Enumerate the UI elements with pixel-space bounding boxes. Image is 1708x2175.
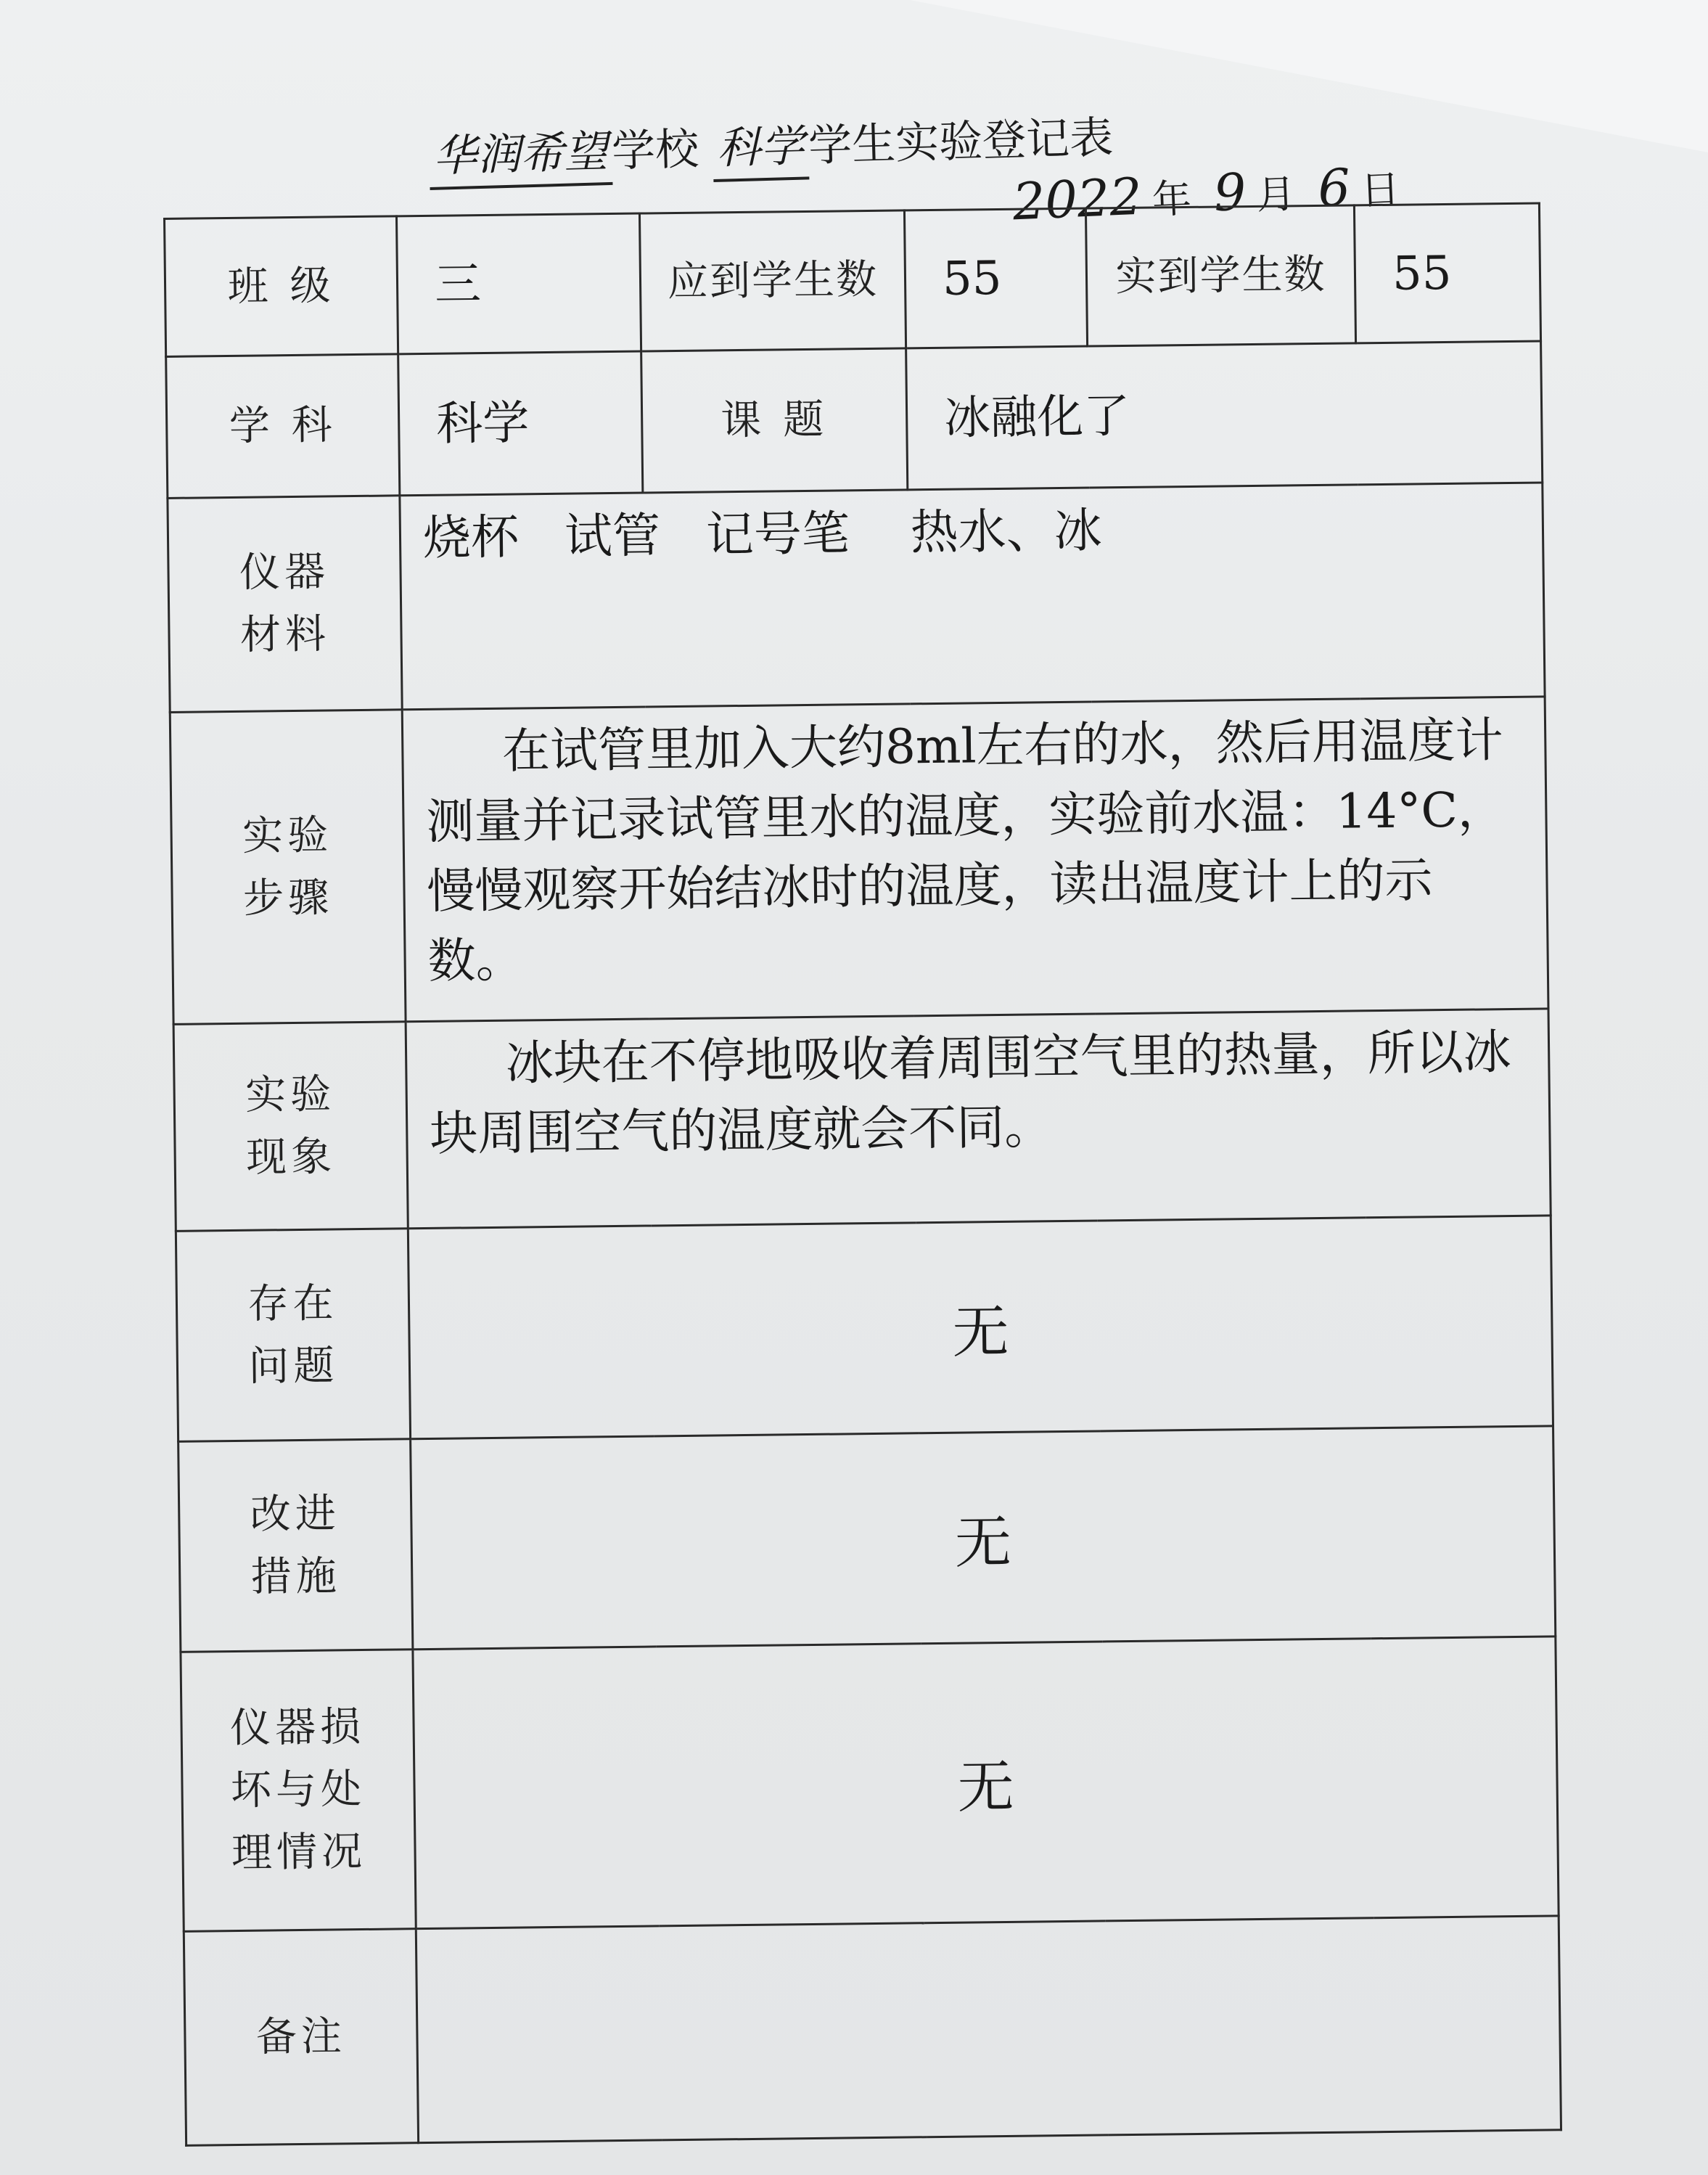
damage-label: 仪器损 坏与处 理情况 (181, 1650, 416, 1932)
steps-value: 在试管里加入大约8ml左右的水，然后用温度计测量并记录试管里水的温度，实验前水温：14°C，慢慢观察开始结冰时的温度，读出温度计上的示数。 (402, 697, 1548, 1022)
row-subject (166, 341, 1543, 498)
row-materials (168, 483, 1545, 712)
row-class (165, 203, 1541, 356)
phenomenon-value: 冰块在不停地吸收着周围空气里的热量，所以冰块周围空气的温度就会不同。 (406, 1009, 1551, 1229)
damage-value: 无 (413, 1637, 1559, 1929)
remarks-label: 备注 (184, 1929, 418, 2146)
phenomenon-label: 实验 现象 (173, 1022, 408, 1232)
date-year-label: 年 (1151, 175, 1193, 223)
materials-value: 烧杯 试管 记号笔 热水、冰 (400, 483, 1545, 710)
improvement-label: 改进 措施 (178, 1439, 413, 1652)
materials-label: 仪器 材料 (168, 496, 402, 713)
steps-label: 实验 步骤 (170, 710, 406, 1025)
registration-form (163, 202, 1560, 2170)
title-suffix: 学生实验登记表 (808, 112, 1114, 172)
title-subject: 科学 (712, 111, 810, 182)
problems-label: 存在 问题 (176, 1229, 410, 1442)
form-table (163, 202, 1562, 2146)
actual-students-value: 55 (1354, 203, 1540, 343)
date-year: 2022 (1011, 166, 1144, 232)
date-month: 9 (1212, 162, 1248, 224)
row-damage (181, 1637, 1559, 1931)
topic-value: 冰融化了 (906, 341, 1543, 490)
row-improvement (178, 1426, 1556, 1652)
row-remarks (184, 1916, 1561, 2145)
date-day-label: 日 (1359, 166, 1401, 214)
subject-label: 学 科 (166, 354, 400, 499)
expected-students-value: 55 (904, 208, 1087, 348)
row-problems (176, 1216, 1553, 1441)
row-steps (170, 697, 1548, 1024)
date-day: 6 (1316, 157, 1352, 218)
expected-students-label: 应到学生数 (639, 210, 906, 351)
actual-students-label: 实到学生数 (1085, 205, 1355, 346)
date-month-label: 月 (1255, 171, 1297, 218)
class-value: 三 (396, 213, 641, 354)
topic-label: 课 题 (641, 348, 908, 493)
class-label: 班 级 (165, 216, 398, 357)
problems-value: 无 (408, 1216, 1553, 1439)
remarks-value (416, 1916, 1561, 2143)
school-name: 华润希望 (428, 117, 613, 190)
subject-value: 科学 (398, 351, 643, 496)
school-suffix: 学校 (611, 123, 700, 177)
improvement-value: 无 (411, 1426, 1556, 1650)
row-phenomenon (173, 1009, 1551, 1231)
